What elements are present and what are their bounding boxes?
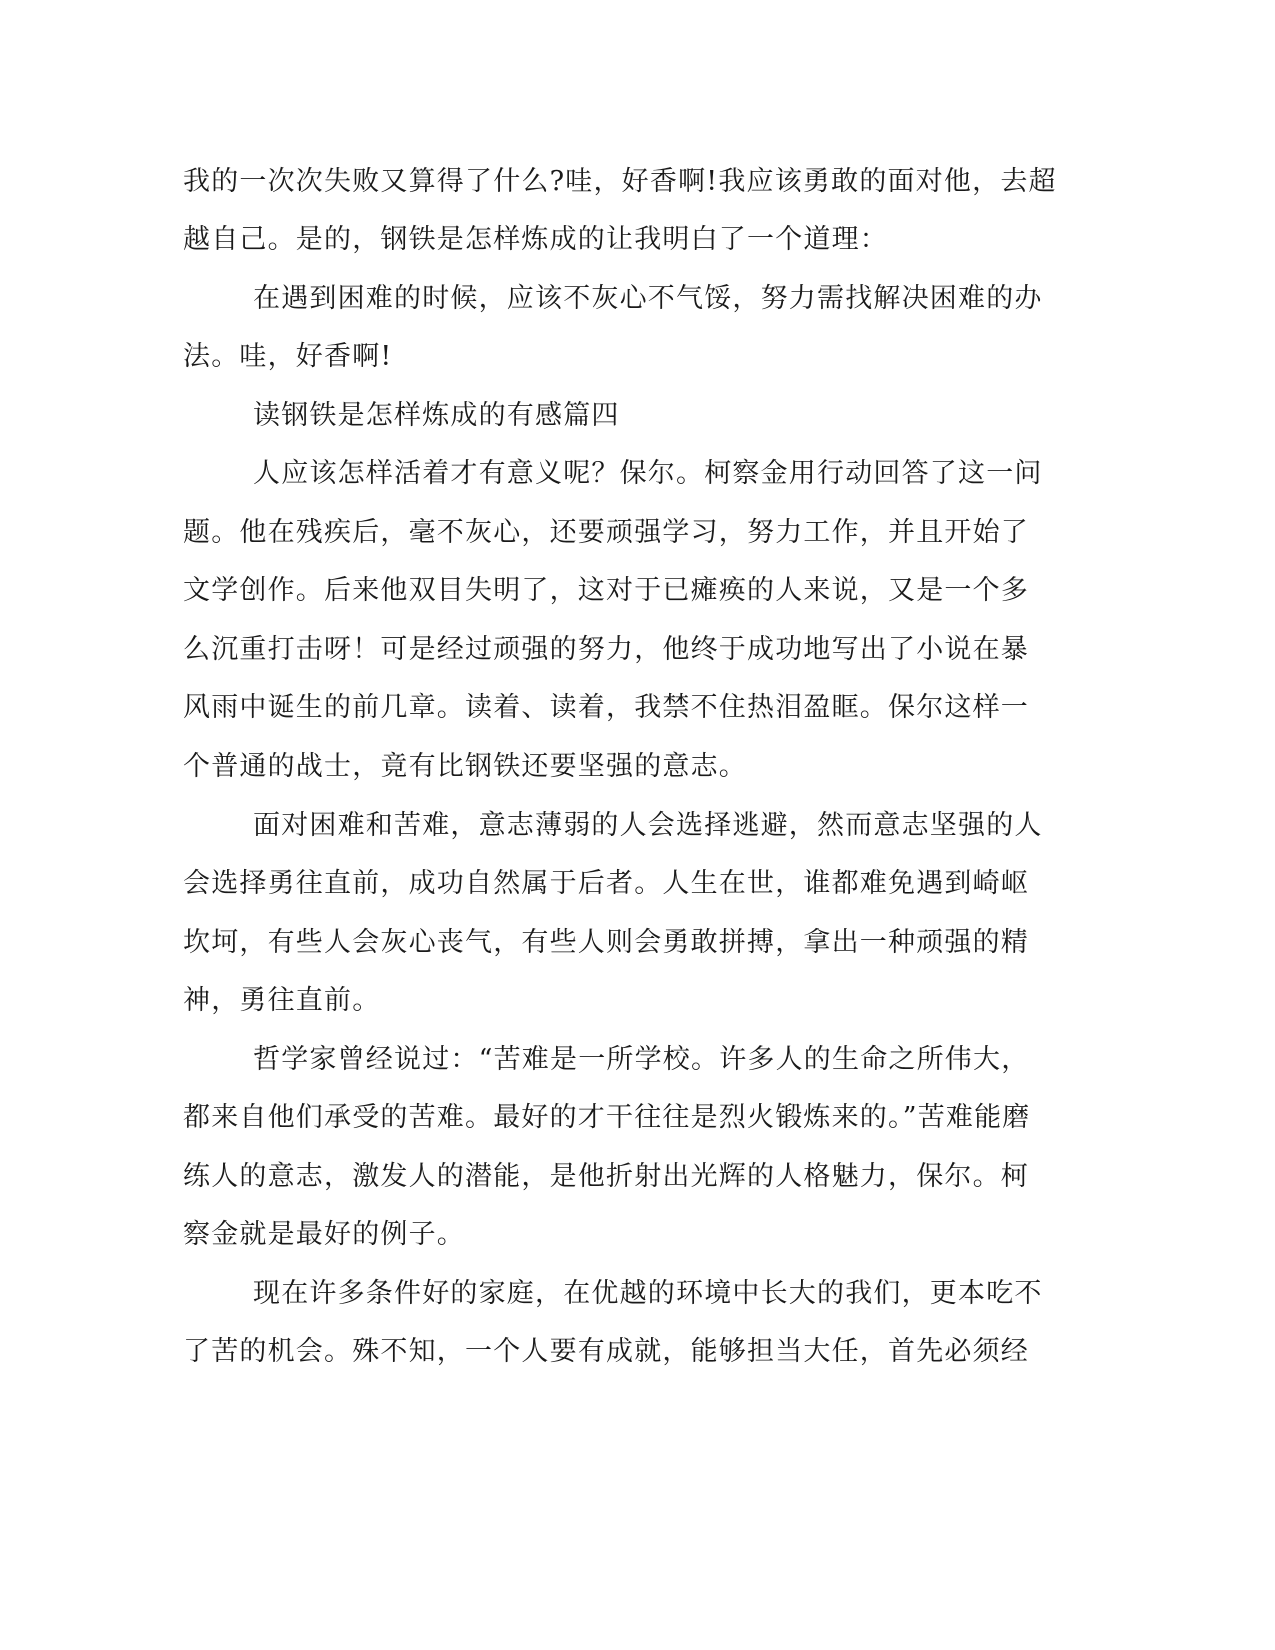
text-line: 坎坷，有些人会灰心丧气，有些人则会勇敢拼搏，拿出一种顽强的精 xyxy=(183,927,1029,958)
text-line: 越自己。是的，钢铁是怎样炼成的让我明白了一个道理： xyxy=(183,224,888,255)
text-line: 文学创作。后来他双目失明了，这对于已瘫痪的人来说，又是一个多 xyxy=(183,575,1029,606)
paragraph-start-line: 面对困难和苦难，意志薄弱的人会选择逃避，然而意志坚强的人 xyxy=(253,810,1043,841)
paragraph-start-line: 在遇到困难的时候，应该不灰心不气馁，努力需找解决困难的办 xyxy=(253,283,1043,314)
text-line: 会选择勇往直前，成功自然属于后者。人生在世，谁都难免遇到崎岖 xyxy=(183,868,1029,899)
text-line: 题。他在残疾后，毫不灰心，还要顽强学习，努力工作，并且开始了 xyxy=(183,517,1029,548)
paragraph-start-line: 哲学家曾经说过：“苦难是一所学校。许多人的生命之所伟大， xyxy=(253,1044,1030,1075)
text-line: 察金就是最好的例子。 xyxy=(183,1219,465,1250)
text-line: 我的一次次失败又算得了什么?哇，好香啊!我应该勇敢的面对他，去超 xyxy=(183,166,1057,197)
text-line: 都来自他们承受的苦难。最好的才干往往是烈火锻炼来的。”苦难能磨 xyxy=(183,1102,1031,1133)
text-line: 风雨中诞生的前几章。读着、读着，我禁不住热泪盈眶。保尔这样一 xyxy=(183,692,1029,723)
text-line: 个普通的战士，竟有比钢铁还要坚强的意志。 xyxy=(183,751,747,782)
section-heading: 读钢铁是怎样炼成的有感篇四 xyxy=(253,400,620,431)
text-line: 了苦的机会。殊不知，一个人要有成就，能够担当大任，首先必须经 xyxy=(183,1336,1029,1367)
paragraph-start-line: 现在许多条件好的家庭，在优越的环境中长大的我们，更本吃不 xyxy=(253,1278,1043,1309)
paragraph-start-line: 人应该怎样活着才有意义呢？保尔。柯察金用行动回答了这一问 xyxy=(253,458,1043,489)
text-line: 练人的意志，激发人的潜能，是他折射出光辉的人格魅力，保尔。柯 xyxy=(183,1161,1029,1192)
text-line: 神，勇往直前。 xyxy=(183,985,381,1016)
text-line: 法。哇，好香啊! xyxy=(183,341,393,372)
text-line: 么沉重打击呀！可是经过顽强的努力，他终于成功地写出了小说在暴 xyxy=(183,634,1029,665)
